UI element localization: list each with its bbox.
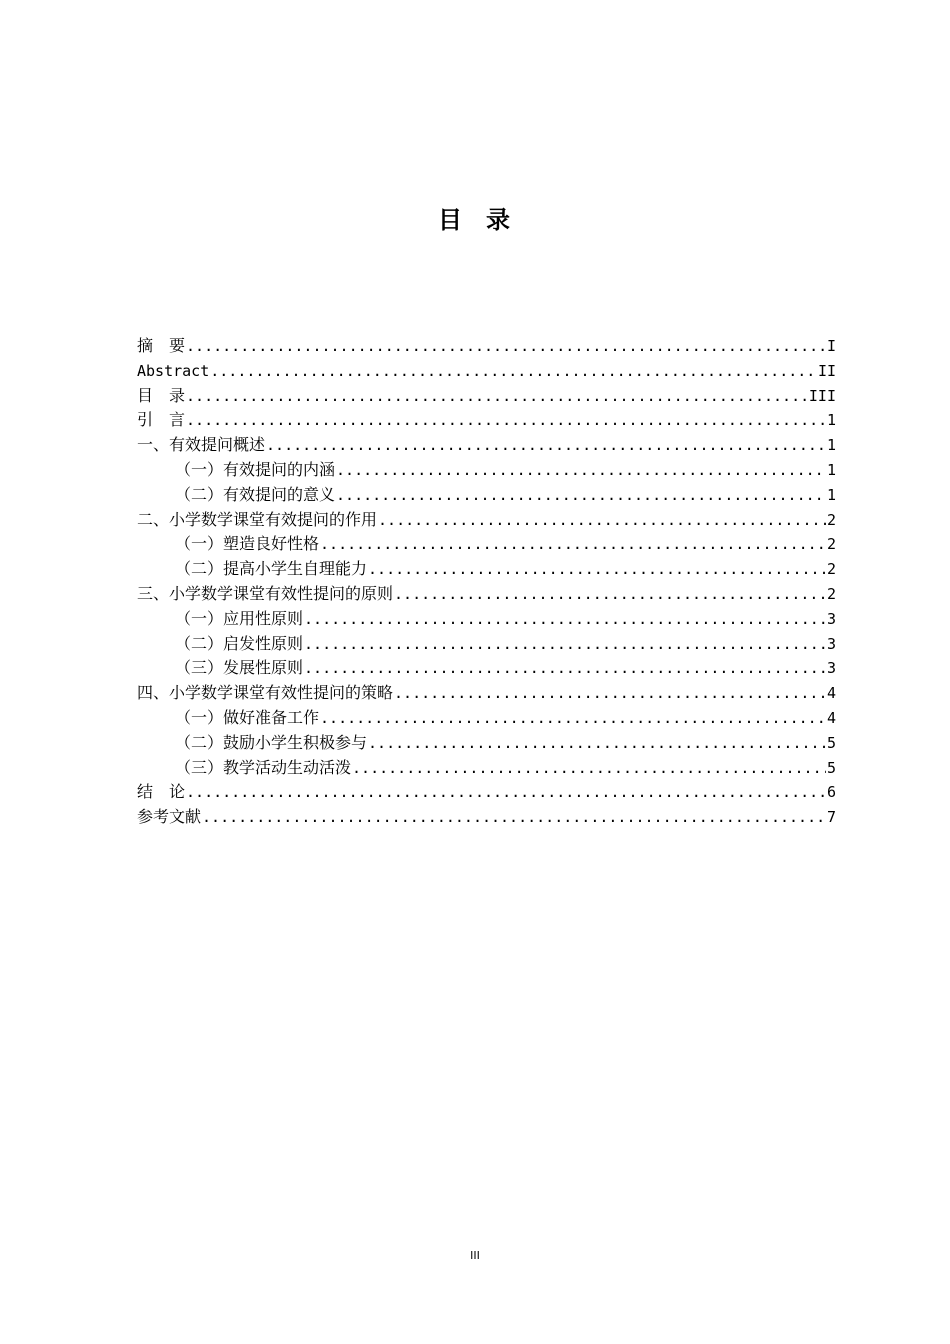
toc-entry[interactable] — [137, 557, 836, 582]
toc-entry-label: （一）做好准备工作 — [175, 707, 320, 727]
toc-entry-label: 目 录 — [137, 385, 186, 405]
toc-dot-leader — [304, 632, 826, 657]
toc-dot-leader — [336, 458, 826, 483]
toc-entry[interactable] — [137, 433, 836, 458]
toc-dot-leader — [266, 433, 826, 458]
toc-entry-label: （三）发展性原则 — [175, 658, 304, 678]
toc-dot-leader — [368, 557, 826, 582]
toc-entry-label: 一、有效提问概述 — [137, 435, 266, 455]
toc-entry[interactable] — [137, 384, 836, 409]
toc-entry-label: 摘 要 — [137, 336, 186, 355]
toc-dot-leader — [186, 334, 826, 359]
toc-entry[interactable] — [137, 681, 836, 706]
toc-entry-page: 5 — [826, 733, 836, 752]
page-title-first-char: 目 — [438, 206, 464, 234]
toc-entry[interactable] — [137, 731, 836, 756]
toc-entry-label: 参考文献 — [137, 807, 202, 827]
toc-entry-page: 3 — [826, 634, 836, 653]
toc-entry-label: （三）教学活动生动活泼 — [175, 757, 352, 777]
toc-entry-label: （一）有效提问的内涵 — [175, 459, 336, 479]
toc-dot-leader — [352, 756, 826, 781]
toc-entry-label: 二、小学数学课堂有效提问的作用 — [137, 509, 378, 529]
toc-dot-leader — [394, 681, 826, 706]
toc-dot-leader — [394, 582, 826, 607]
toc-entry-label: （二）启发性原则 — [175, 633, 304, 653]
toc-entry-page: 7 — [826, 808, 836, 827]
toc-dot-leader — [320, 706, 826, 731]
toc-entry[interactable] — [137, 458, 836, 483]
page-title — [0, 200, 950, 235]
toc-dot-leader — [304, 656, 826, 681]
toc-dot-leader — [368, 731, 826, 756]
toc-entry[interactable] — [137, 632, 836, 657]
toc-entry[interactable] — [137, 656, 836, 681]
toc-dot-leader — [186, 780, 826, 805]
toc-entry-page: 1 — [826, 460, 836, 479]
toc-entry[interactable] — [137, 483, 836, 508]
toc-entry-page: 3 — [826, 609, 836, 628]
toc-entry-page: 6 — [826, 783, 836, 802]
toc-entry-page: 1 — [826, 436, 836, 455]
toc-entry-label: 三、小学数学课堂有效性提问的原则 — [137, 583, 394, 603]
toc-dot-leader — [186, 408, 826, 433]
toc-entry-page: 4 — [826, 708, 836, 727]
toc-entry-label: 引 言 — [137, 410, 186, 430]
page-title-second-char: 录 — [486, 206, 512, 234]
toc-entry-label: Abstract — [137, 361, 210, 380]
toc-entry[interactable] — [137, 508, 836, 533]
toc-entry-label: （二）提高小学生自理能力 — [175, 559, 368, 579]
toc-entry[interactable] — [137, 408, 836, 433]
toc-entry-label: （二）有效提问的意义 — [175, 484, 336, 504]
toc-entry[interactable] — [137, 706, 836, 731]
toc-dot-leader — [210, 359, 817, 384]
toc-entry[interactable] — [137, 359, 836, 384]
toc-entry-page: III — [808, 386, 836, 405]
toc-entry-label: （一）塑造良好性格 — [175, 534, 320, 554]
toc-entry[interactable] — [137, 805, 836, 830]
toc-entry[interactable] — [137, 780, 836, 805]
toc-entry[interactable] — [137, 756, 836, 781]
toc-entry[interactable] — [137, 607, 836, 632]
page-number: III — [470, 1249, 480, 1262]
toc-entry-page: 1 — [826, 485, 836, 504]
toc-entry-label: （二）鼓励小学生积极参与 — [175, 732, 368, 752]
toc-dot-leader — [304, 607, 826, 632]
toc-entry[interactable] — [137, 334, 836, 359]
toc-dot-leader — [202, 805, 826, 830]
toc-entry-page: 2 — [826, 584, 836, 603]
toc-entry-page: 2 — [826, 560, 836, 579]
toc-entry[interactable] — [137, 532, 836, 557]
toc-entry-page: 2 — [826, 510, 836, 529]
toc-dot-leader — [186, 384, 808, 409]
toc-entry-label: 四、小学数学课堂有效性提问的策略 — [137, 683, 394, 703]
toc-entry-label: 结 论 — [137, 782, 186, 802]
toc-dot-leader — [378, 508, 826, 533]
toc-entry[interactable] — [137, 582, 836, 607]
toc-entry-page: 3 — [826, 659, 836, 678]
toc-entry-page: 5 — [826, 758, 836, 777]
toc-entry-label: （一）应用性原则 — [175, 608, 304, 628]
toc-entry-page: I — [826, 337, 836, 355]
toc-entry-page: II — [817, 361, 836, 380]
toc-dot-leader — [320, 532, 826, 557]
toc-dot-leader — [336, 483, 826, 508]
toc-entry-page: 2 — [826, 535, 836, 554]
toc-entry-page: 1 — [826, 411, 836, 430]
toc-entry-page: 4 — [826, 684, 836, 703]
table-of-contents — [137, 334, 836, 830]
